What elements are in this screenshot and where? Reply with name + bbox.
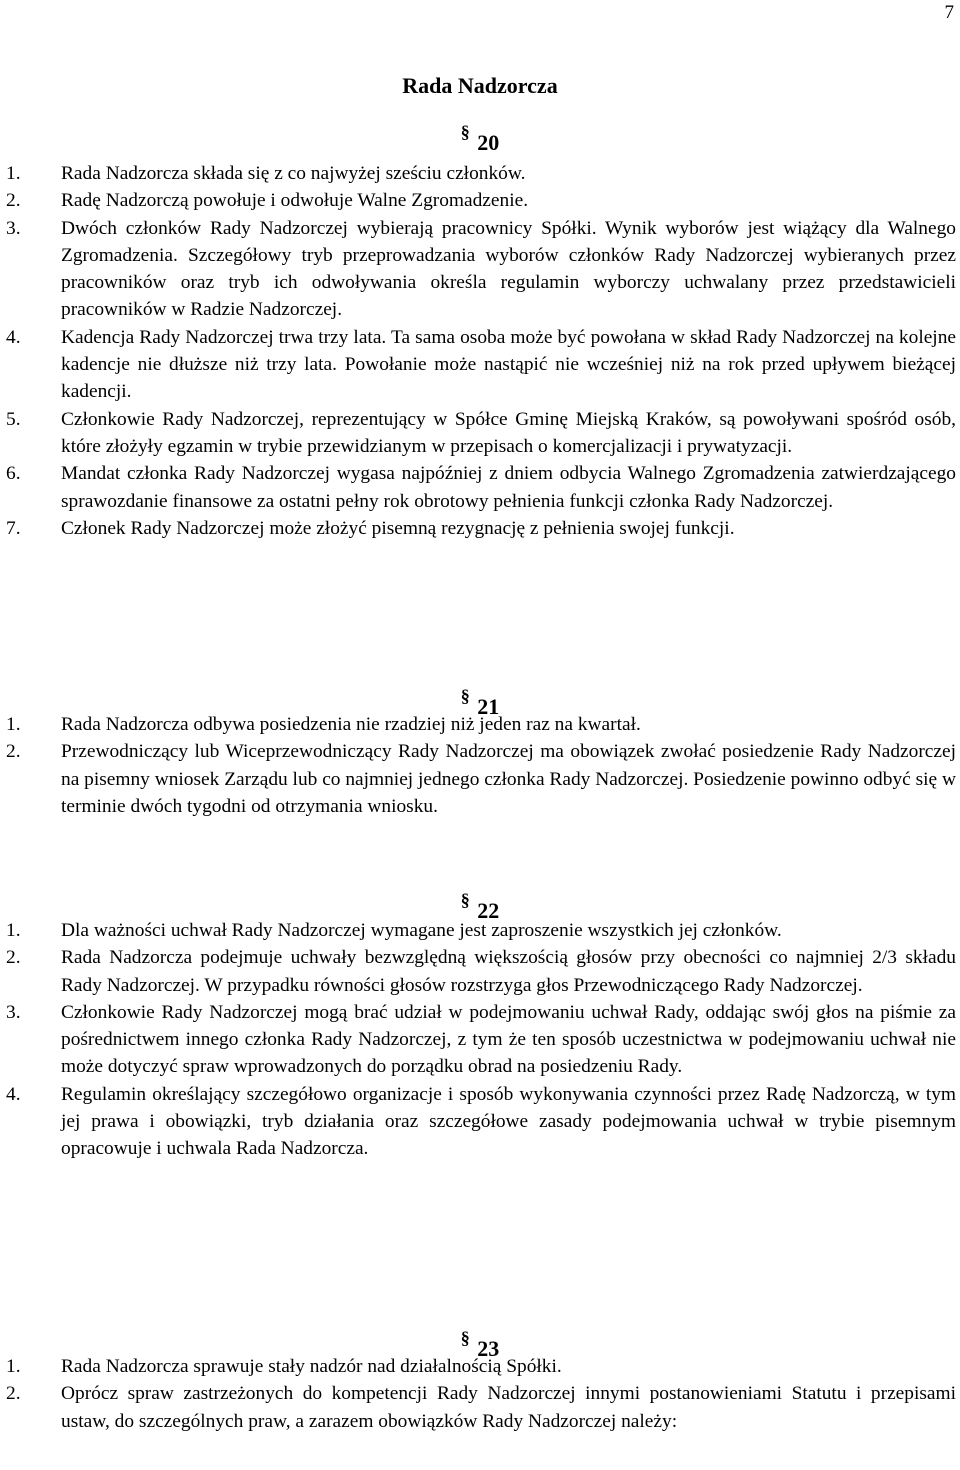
item-text: Regulamin określający szczegółowo organizacje i sposób wykonywania czynności przez Radę Nadzorczą, w tym jej prawa i obowiązki, tryb działania oraz szczegółowe zasady podejmowania uchwał w trybie pisemnym opracowuje i uchwala Rada Nadzorcza. xyxy=(61,1083,956,1160)
section-items xyxy=(0,1353,956,1435)
list-item xyxy=(0,711,956,738)
page-number: 7 xyxy=(944,2,954,23)
section-sign: § xyxy=(460,122,470,142)
item-number: 1. xyxy=(6,714,21,735)
list-item xyxy=(0,944,956,999)
item-number: 1. xyxy=(6,920,21,941)
list-item xyxy=(0,515,956,542)
section-number: 23 xyxy=(477,1336,500,1361)
list-item xyxy=(0,160,956,187)
item-text: Rada Nadzorcza odbywa posiedzenia nie rzadziej niż jeden raz na kwartał. xyxy=(61,714,641,735)
item-number: 1. xyxy=(6,1356,21,1377)
section-sign: § xyxy=(460,686,470,706)
item-text: Kadencja Rady Nadzorczej trwa trzy lata. Ta sama osoba może być powołana w skład Rady Nadzorczej na kolejne kadencje nie dłuższe niż trzy lata. Powołanie może nastąpić nie wcześniej niż na rok przed upływem bieżącej kadencji. xyxy=(61,326,956,403)
document-title: Rada Nadzorcza xyxy=(402,73,558,98)
list-item xyxy=(0,999,956,1081)
section-heading xyxy=(0,118,960,157)
item-text: Rada Nadzorcza sprawuje stały nadzór nad działalnością Spółki. xyxy=(61,1356,562,1377)
item-text: Członkowie Rady Nadzorczej, reprezentujący w Spółce Gminę Miejską Kraków, są powoływani spośród osób, które złożyły egzamin w trybie przewidzianym w przepisach o komercjalizacji i prywatyzacji. xyxy=(61,408,956,457)
item-text: Przewodniczący lub Wiceprzewodniczący Rady Nadzorczej ma obowiązek zwołać posiedzenie Rady Nadzorczej na pisemny wniosek Zarządu lub co najmniej jednego członka Rady Nadzorczej. Posiedzenie powinno odbyć się w terminie dwóch tygodni od otrzymania wniosku. xyxy=(61,741,956,817)
list-item xyxy=(0,187,956,214)
item-text: Oprócz spraw zastrzeżonych do kompetencji Rady Nadzorczej innymi postanowieniami Statutu i przepisami ustaw, do szczególnych praw, a zarazem obowiązków Rady Nadzorczej należy: xyxy=(61,1383,956,1432)
list-item xyxy=(0,324,956,406)
list-item xyxy=(0,1353,956,1380)
section-sign: § xyxy=(460,1328,470,1348)
item-text: Członkowie Rady Nadzorczej mogą brać udział w podejmowaniu uchwał Rady, oddając swój głos na piśmie za pośrednictwem innego członka Rady Nadzorczej, z tym że ten sposób uczestnictwa w podejmowaniu uchwał nie może dotyczyć spraw wprowadzonych do porządku obrad na posiedzeniu Rady. xyxy=(61,1001,956,1078)
item-number: 3. xyxy=(6,1001,21,1023)
section-number: 21 xyxy=(477,694,500,719)
list-item xyxy=(0,215,956,324)
item-text: Dwóch członków Rady Nadzorczej wybierają pracownicy Spółki. Wynik wyborów jest wiążący dla Walnego Zgromadzenia. Szczegółowy tryb przeprowadzania wyborów członków Rady Nadzorczej wybieranych przez pracowników oraz tryb ich odwoływania określa regulamin wyborczy uchwalany przez przedstawicieli pracowników w Radzie Nadzorczej. xyxy=(61,217,956,321)
list-item xyxy=(0,1380,956,1435)
item-number: 3. xyxy=(6,217,21,239)
list-item xyxy=(0,917,956,944)
item-number: 1. xyxy=(6,163,21,184)
item-number: 4. xyxy=(6,326,21,348)
list-item xyxy=(0,406,956,461)
item-number: 4. xyxy=(6,1083,21,1105)
section-items xyxy=(0,160,956,542)
item-text: Mandat członka Rady Nadzorczej wygasa najpóźniej z dniem odbycia Walnego Zgromadzenia zatwierdzającego sprawozdanie finansowe za ostatni pełny rok obrotowy pełnienia funkcji członka Rady Nadzorczej. xyxy=(61,463,956,512)
section-number: 20 xyxy=(477,130,500,155)
section-sign: § xyxy=(460,890,470,910)
item-number: 2. xyxy=(6,190,21,212)
item-text: Rada Nadzorcza składa się z co najwyżej sześciu członków. xyxy=(61,163,526,184)
item-text: Radę Nadzorczą powołuje i odwołuje Walne Zgromadzenie. xyxy=(61,190,529,212)
item-number: 2. xyxy=(6,1383,21,1405)
list-item xyxy=(0,1081,956,1163)
section-number: 22 xyxy=(477,898,500,923)
item-number: 7. xyxy=(6,517,21,539)
item-number: 5. xyxy=(6,408,21,430)
item-number: 6. xyxy=(6,463,21,485)
item-number: 2. xyxy=(6,947,21,969)
item-text: Członek Rady Nadzorczej może złożyć pisemną rezygnację z pełnienia swojej funkcji. xyxy=(61,517,735,539)
item-text: Dla ważności uchwał Rady Nadzorczej wymagane jest zaproszenie wszystkich jej członków. xyxy=(61,920,782,941)
item-number: 2. xyxy=(6,741,21,763)
list-item xyxy=(0,460,956,515)
section-items xyxy=(0,711,956,820)
list-item xyxy=(0,738,956,820)
section-items xyxy=(0,917,956,1163)
item-text: Rada Nadzorcza podejmuje uchwały bezwzględną większością głosów przy obecności co najmniej 2/3 składu Rady Nadzorczej. W przypadku równości głosów rozstrzyga głos Przewodniczącego Rady Nadzorczej. xyxy=(61,947,956,996)
